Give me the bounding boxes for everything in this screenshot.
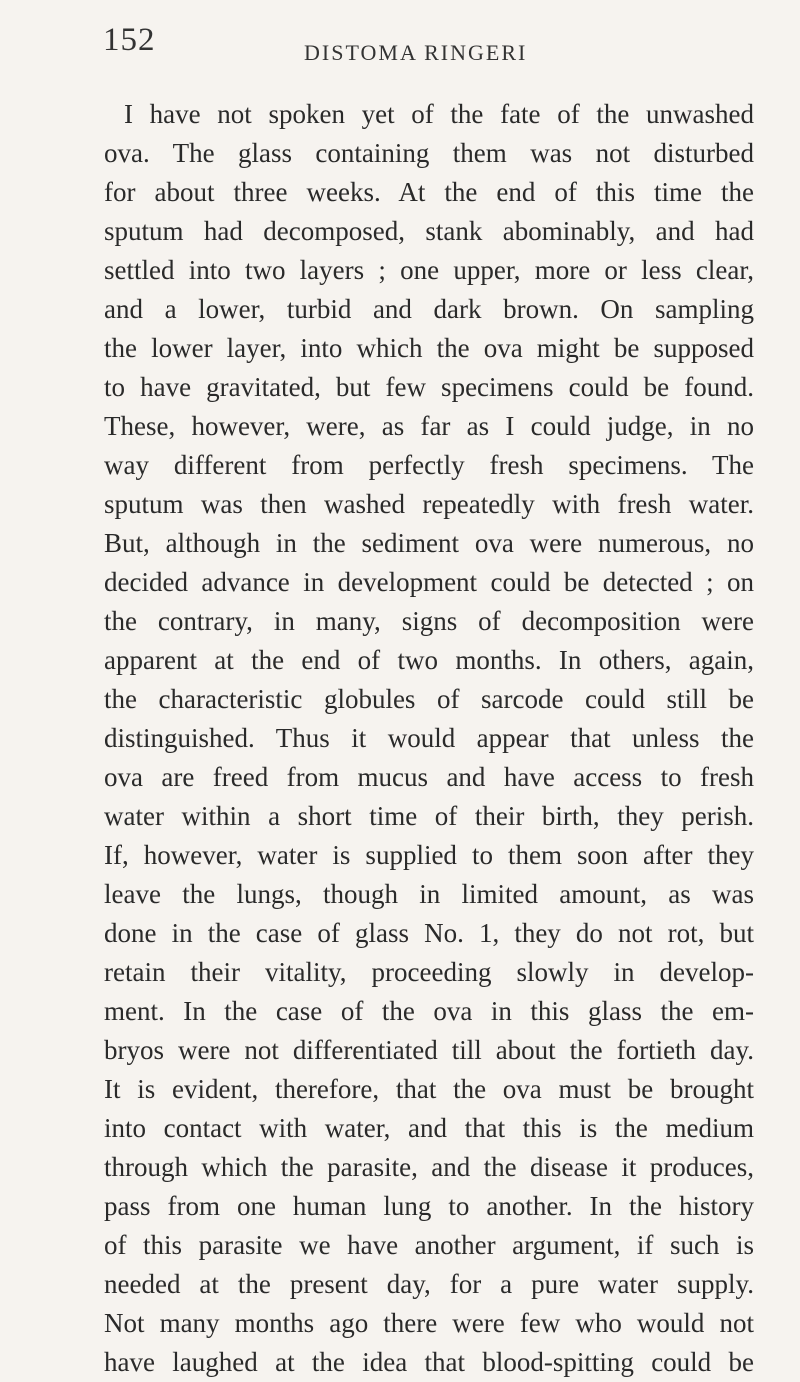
text-line: the contrary, in many, signs of decomposition were — [104, 606, 754, 636]
text-line: ova. The glass containing them was not disturbed — [104, 138, 754, 168]
text-line: sputum had decomposed, stank abominably, and had — [104, 216, 754, 246]
text-line: way different from perfectly fresh specimens. The — [104, 450, 754, 480]
text-line: through which the parasite, and the disease it produces, — [104, 1152, 754, 1182]
text-line: to have gravitated, but few specimens could be found. — [104, 372, 754, 402]
text-line: If, however, water is supplied to them soon after they — [104, 840, 754, 870]
page-number: 152 — [103, 22, 156, 58]
text-line: decided advance in development could be detected ; on — [104, 567, 754, 597]
text-line: leave the lungs, though in limited amount, as was — [104, 879, 754, 909]
text-line: needed at the present day, for a pure water supply. — [104, 1269, 754, 1299]
text-line: sputum was then washed repeatedly with fresh water. — [104, 489, 754, 519]
text-line: ment. In the case of the ova in this glass the em- — [104, 996, 754, 1026]
body-text — [104, 95, 754, 1382]
text-line: apparent at the end of two months. In others, again, — [104, 645, 754, 675]
text-line: settled into two layers ; one upper, more or less clear, — [104, 255, 754, 285]
text-line: I have not spoken yet of the fate of the unwashed — [124, 99, 754, 129]
text-line: the lower layer, into which the ova might be supposed — [104, 333, 754, 363]
text-line: It is evident, therefore, that the ova must be brought — [104, 1074, 754, 1104]
text-line: into contact with water, and that this is the medium — [104, 1113, 754, 1143]
text-line: of this parasite we have another argument, if such is — [104, 1230, 754, 1260]
text-line: bryos were not differentiated till about the fortieth day. — [104, 1035, 754, 1065]
running-head: DISTOMA RINGERI — [304, 40, 528, 65]
text-line: pass from one human lung to another. In the history — [104, 1191, 754, 1221]
text-line: distinguished. Thus it would appear that unless the — [104, 723, 754, 753]
text-line: These, however, were, as far as I could judge, in no — [104, 411, 754, 441]
text-line: and a lower, turbid and dark brown. On sampling — [104, 294, 754, 324]
text-line: ova are freed from mucus and have access to fresh — [104, 762, 754, 792]
text-line: the characteristic globules of sarcode could still be — [104, 684, 754, 714]
text-line: Not many months ago there were few who would not — [104, 1308, 754, 1338]
text-line: done in the case of glass No. 1, they do not rot, but — [104, 918, 754, 948]
text-line: retain their vitality, proceeding slowly in develop- — [104, 957, 754, 987]
text-line: for about three weeks. At the end of this time the — [104, 177, 754, 207]
text-line: water within a short time of their birth, they perish. — [104, 801, 754, 831]
text-line: have laughed at the idea that blood-spitting could be — [104, 1347, 754, 1377]
text-line: But, although in the sediment ova were numerous, no — [104, 528, 754, 558]
